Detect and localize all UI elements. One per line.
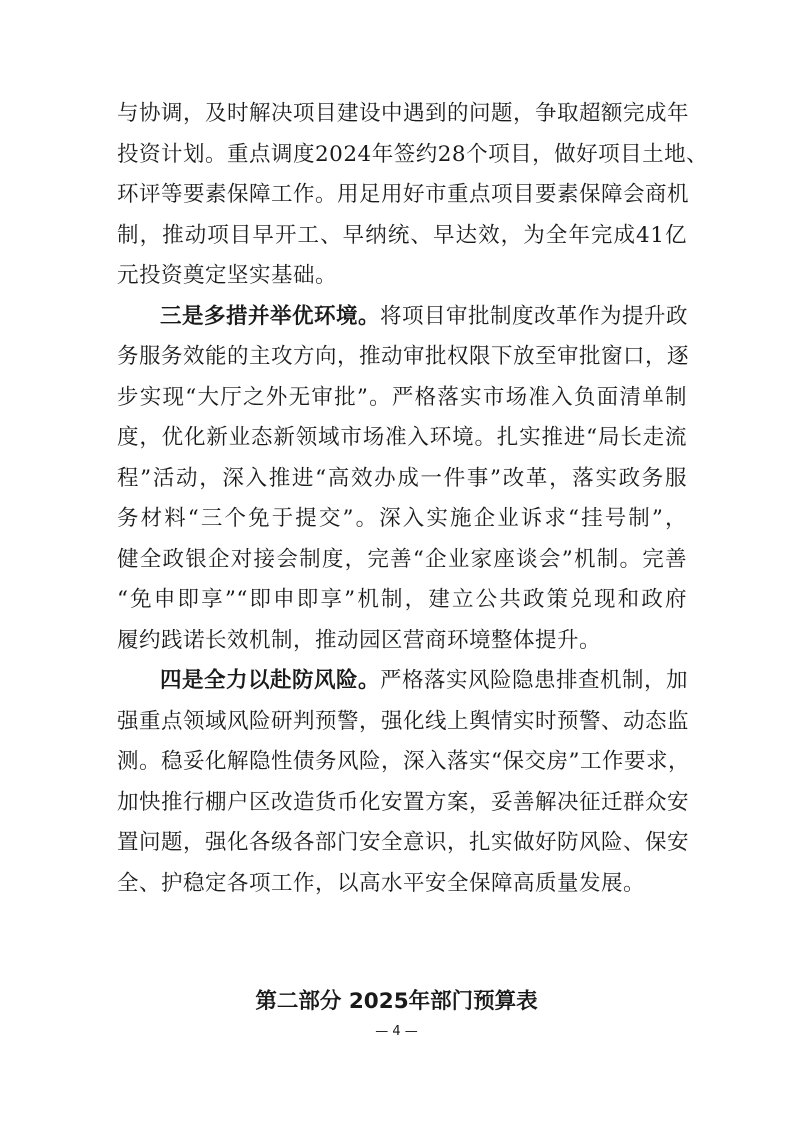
body-text: 将项目审批制度改革作为提升政	[380, 303, 689, 329]
body-text-line: 环评等要素保障工作。用足用好市重点项目要素保障会商机	[117, 182, 690, 207]
body-text: 严格落实风险隐患排查机制，加	[380, 668, 689, 693]
body-text-line: 健全政银企对接会制度，完善“企业家座谈会”机制。完善	[117, 546, 687, 572]
body-text-line: 全、护稳定各项工作，以高水平安全保障高质量发展。	[117, 870, 646, 896]
paragraph-heading: 三是多措并举优环境。	[160, 303, 381, 329]
body-text-line: 制，推动项目早开工、早纳统、早达效，为全年完成41亿	[117, 222, 687, 248]
body-text-line: 测。稳妥化解隐性债务风险，深入落实“保交房”工作要求，	[117, 749, 690, 774]
body-text-line: 元投资奠定坚实基础。	[117, 263, 338, 288]
body-text-line: 务材料“三个免于提交”。深入实施企业诉求“挂号制”，	[117, 506, 687, 531]
body-text-line: 程”活动，深入推进“高效办成一件事”改革，落实政务服	[117, 465, 687, 491]
body-text-line: 步实现“大厅之外无审批”。严格落实市场准入负面清单制	[117, 384, 687, 410]
page-number: — 4 —	[375, 1024, 418, 1039]
body-text-line: 投资计划。重点调度2024年签约28个项目，做好项目土地、	[117, 141, 709, 167]
paragraph-first-line	[117, 667, 687, 695]
body-text-line: 强重点领域风险研判预警，强化线上舆情实时预警、动态监	[117, 708, 690, 734]
body-text-line: 履约践诺长效机制，推动园区营商环境整体提升。	[117, 627, 602, 653]
body-text-line: “免申即享”“即申即享”机制，建立公共政策兑现和政府	[117, 587, 687, 612]
body-text-line: 置问题，强化各级各部门安全意识，扎实做好防风险、保安	[117, 830, 690, 855]
body-text-line: 加快推行棚户区改造货币化安置方案，妥善解决征迁群众安	[117, 789, 690, 815]
section-title: 第二部分 2025年部门预算表	[255, 989, 538, 1014]
paragraph-first-line	[117, 303, 687, 331]
body-text-line: 度，优化新业态新领域市场准入环境。扎实推进“局长走流	[117, 425, 687, 450]
body-text-line: 务服务效能的主攻方向，推动审批权限下放至审批窗口，逐	[117, 344, 690, 369]
paragraph-heading: 四是全力以赴防风险。	[160, 668, 381, 693]
body-text-line: 与协调，及时解决项目建设中遇到的问题，争取超额完成年	[117, 101, 690, 126]
